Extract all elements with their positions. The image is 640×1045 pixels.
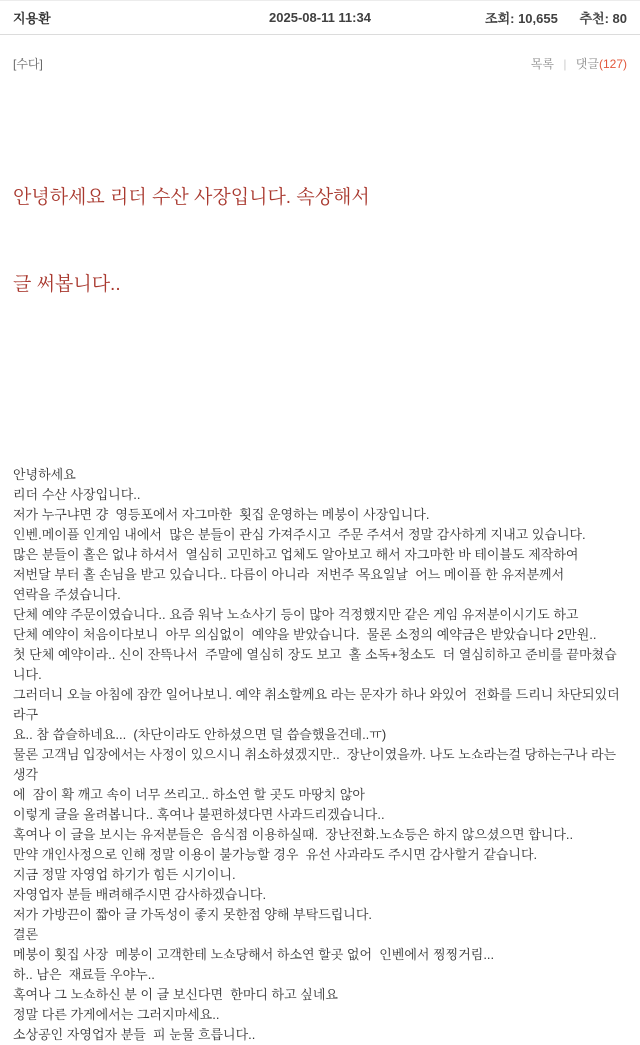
- toolbar: [0, 35, 640, 71]
- post-title-line2: 글 써봅니다..: [13, 274, 121, 295]
- category-tag[interactable]: [수다]: [13, 57, 43, 71]
- body-line: 메붕이 횟집 사장 메붕이 고객한테 노쇼당해서 하소연 할곳 없어 인벤에서 찡찡거림...: [13, 947, 495, 962]
- post-meta-bar: [0, 0, 640, 35]
- body-line: 인벤.메이플 인게임 내에서 많은 분들이 관심 가져주시고 주문 주셔서 정말 감사하게 지내고 있습니다.: [13, 527, 586, 542]
- body-line: 그러더니 오늘 아침에 잠깐 일어나보니. 예약 취소할께요 라는 문자가 하나 와있어 전화를 드리니 차단되있더라구: [13, 687, 620, 722]
- comments-label: 댓글: [575, 57, 599, 71]
- toolbar-divider: |: [563, 57, 567, 71]
- body-line: 소상공인 자영업자 분들 피 눈물 흐릅니다..: [13, 1027, 256, 1042]
- body-line: 지금 정말 자영업 하기가 힘든 시기이니.: [13, 867, 236, 882]
- body-line: 이렇게 글을 올려봅니다.. 혹여나 불편하셨다면 사과드리겠습니다..: [13, 807, 385, 822]
- body-line: 물론 고객님 입장에서는 사정이 있으시니 취소하셨겠지만.. 장난이였을까. 나도 노쇼라는걸 당하는구나 라는 생각: [13, 747, 620, 782]
- post-date: 2025-08-11 11:34: [269, 10, 371, 25]
- body-line: 하.. 남은 재료들 우야누..: [13, 967, 155, 982]
- toolbar-links: [531, 57, 627, 71]
- body-line: 요.. 참 씁슬하네요... (차단이라도 안하셨으면 덜 씁슬했을건데..ㅠ): [13, 727, 387, 742]
- body-line: 연락을 주셨습니다.: [13, 587, 121, 602]
- comments-button[interactable]: [576, 57, 627, 71]
- body-line: 저번달 부터 홀 손님을 받고 있습니다.. 다름이 아니라 저번주 목요일날 어느 메이플 한 유저분께서: [13, 567, 565, 582]
- body-line: 에 잠이 확 깨고 속이 너무 쓰리고.. 하소연 할 곳도 마땅치 않아: [13, 787, 365, 802]
- body-line: 단체 예약 주문이였습니다.. 요즘 워낙 노쇼사기 등이 많아 걱정했지만 같은 게임 유저분이시기도 하고: [13, 607, 579, 622]
- comments-count: (127): [598, 57, 627, 71]
- body-line: 저가 누구냐면 걍 영등포에서 자그마한 횟집 운영하는 메붕이 사장입니다.: [13, 507, 430, 522]
- body-line: 많은 분들이 홀은 없냐 하셔서 열심히 고민하고 업체도 알아보고 해서 자그마한 바 테이블도 제작하여: [13, 547, 579, 562]
- recommend-count: 추천: 80: [579, 11, 627, 26]
- body-line: 만약 개인사정으로 인해 정말 이용이 불가능할 경우 유선 사과라도 주시면 감사할거 같습니다.: [13, 847, 538, 862]
- list-button[interactable]: 목록: [530, 57, 554, 71]
- body-line: 결론: [13, 927, 39, 942]
- body-line: 저가 가방끈이 짧아 글 가독성이 좋지 못한점 양해 부탁드립니다.: [13, 907, 373, 922]
- body-line: 정말 다른 가게에서는 그러지마세요..: [13, 1007, 220, 1022]
- body-line: 자영업자 분들 배려해주시면 감사하겠습니다.: [13, 887, 267, 902]
- body-line: 혹여나 그 노쇼하신 분 이 글 보신다면 한마디 하고 싶네요: [13, 987, 338, 1002]
- body-line: 안녕하세요: [13, 467, 76, 482]
- post-title-line1: 안녕하세요 리더 수산 사장입니다. 속상해서: [13, 187, 370, 208]
- body-line: 혹여나 이 글을 보시는 유저분들은 음식점 이용하실때. 장난전화.노쇼등은 하지 않으셨으면 합니다..: [13, 827, 574, 842]
- post-title: [13, 125, 627, 357]
- author-name[interactable]: 지용환: [13, 11, 51, 26]
- body-line: 단체 예약이 처음이다보니 아무 의심없이 예약을 받았습니다. 물론 소정의 예약금은 받았습니다 2만원..: [13, 627, 597, 642]
- body-line: 첫 단체 예약이라.. 신이 잔뜩나서 주말에 열심히 장도 보고 홀 소독+청소도 더 열심히하고 준비를 끝마쳤습니다.: [13, 647, 617, 682]
- body-line: 리더 수산 사장입니다..: [13, 487, 141, 502]
- post-body: [13, 465, 627, 1045]
- view-count: 조회: 10,655: [485, 11, 558, 26]
